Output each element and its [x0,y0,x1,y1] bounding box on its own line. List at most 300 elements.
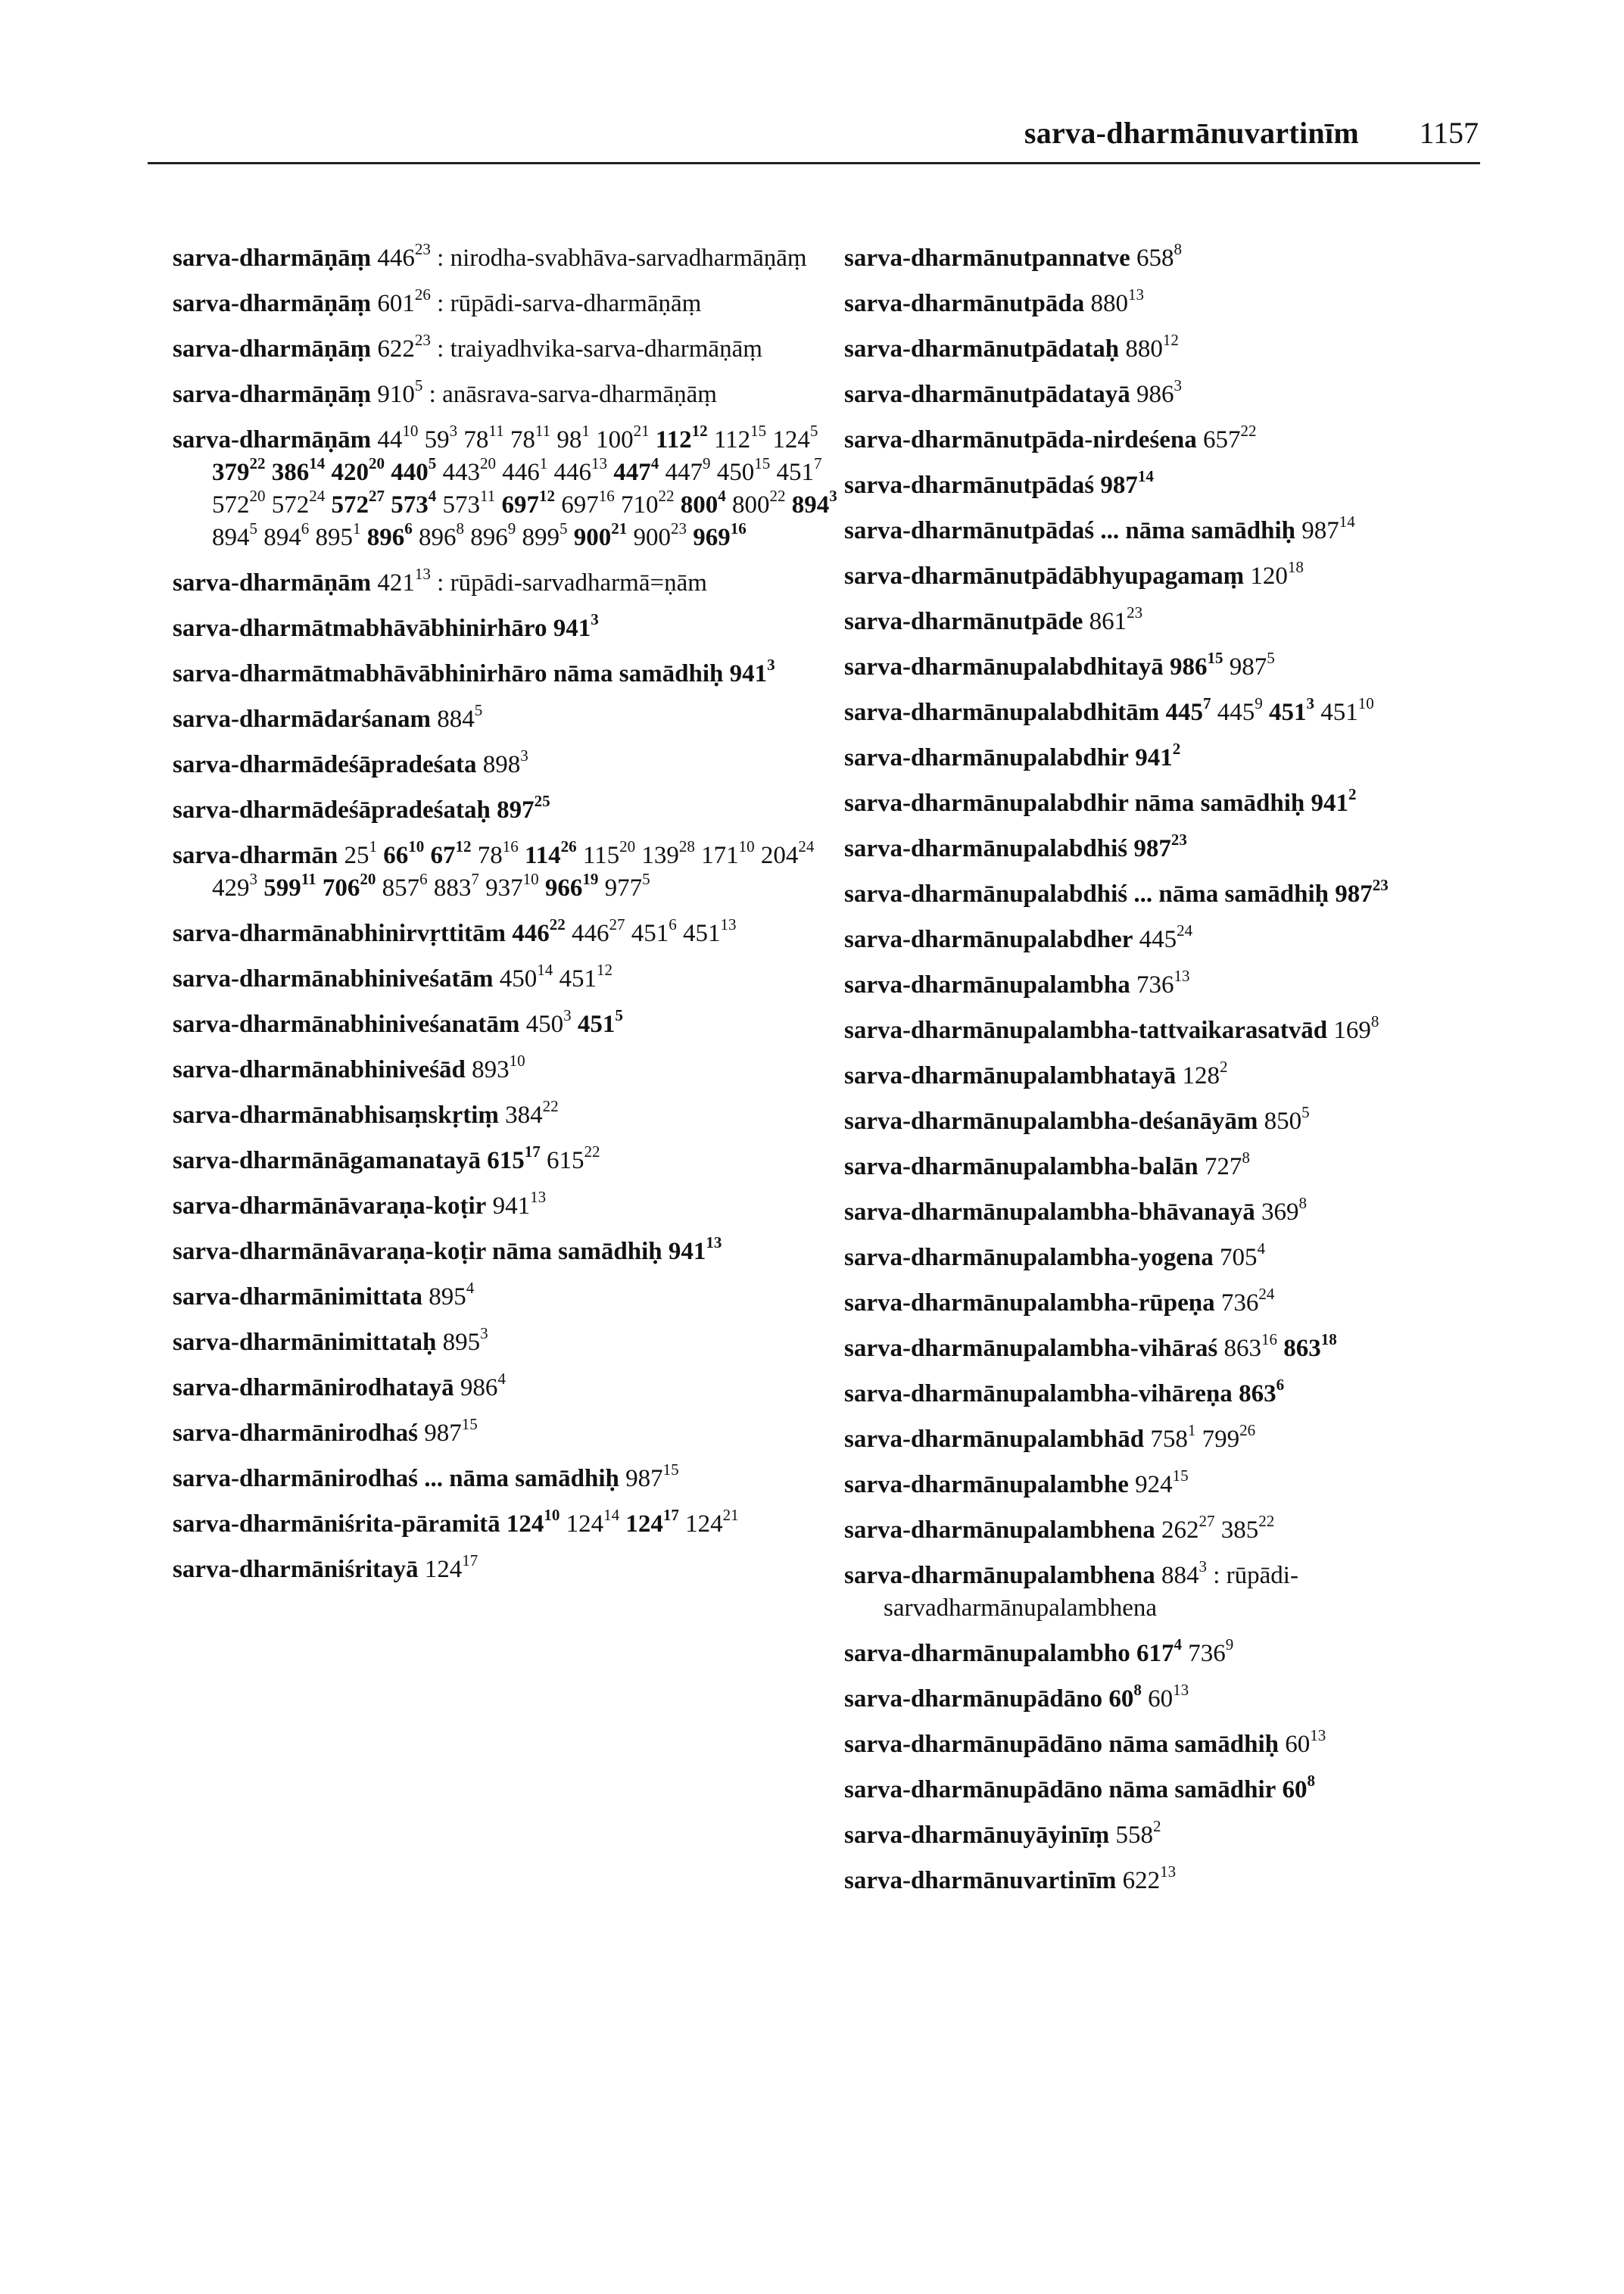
left-column [173,242,839,1599]
entry-headword: sarva-dharmādarśanam [173,706,432,733]
index-entry [844,1466,1510,1501]
line-superscript: 2 [1219,1058,1228,1076]
index-entry [844,833,1510,865]
index-entry [844,1862,1510,1897]
line-superscript: 4 [650,454,659,472]
page-reference: $893^{10}$ [472,1052,525,1083]
line-superscript: 10 [509,1052,525,1070]
page-reference: $78^{11}$ [463,422,504,454]
page-reference: $899^5$ [522,519,568,551]
line-superscript: 15 [1172,1466,1189,1485]
line-superscript: 14 [309,454,326,472]
entry-headword: sarva-dharmānupādāno [844,1685,1103,1713]
page-reference: $727^8$ [1204,1149,1250,1180]
index-entry [173,963,839,996]
page-reference: $977^5$ [604,870,650,902]
entry-headword: sarva-dharmānutpādatayā [844,381,1130,408]
line-superscript: 22 [1240,422,1257,440]
entry-headword: sarva-dharmānupalabdhitām [844,699,1160,726]
page-reference: $937^{10}$ [485,870,539,902]
page-reference: $883^7$ [433,870,479,902]
index-entry [173,1233,839,1268]
page-reference: $171^{10}$ [701,837,755,869]
line-superscript: 6 [669,915,677,933]
entry-headword: sarva-dharmānutpādābhyupagamaṃ [844,563,1245,590]
page-reference: $421^{13}$ [377,565,431,597]
line-superscript: 5 [474,701,483,719]
line-superscript: 3 [480,1324,488,1342]
entry-headword: sarva-dharmānāvaraṇa-koṭir [173,1192,487,1220]
page-reference: $895^1$ [315,519,361,551]
entry-headword: sarva-dharmānabhiniveśanatām [173,1011,520,1038]
line-superscript: 13 [1160,1862,1177,1881]
index-entry [844,742,1510,775]
page-reference: $857^6$ [382,870,428,902]
index-entry [173,612,839,645]
index-entry [844,242,1510,275]
entry-headword: sarva-dharmānabhisaṃskṛtiṃ [173,1102,499,1129]
line-superscript: 3 [1199,1557,1207,1576]
line-superscript: 21 [633,422,650,440]
index-entry [173,837,839,905]
page-reference: $124^{17}$ [625,1506,679,1538]
entry-headword: sarva-dharmātmabhāvābhinirhāro nāma samādhiḥ [173,660,724,687]
page-reference: $124^{17}$ [424,1551,478,1583]
line-superscript: 4 [718,487,726,505]
line-superscript: 15 [754,454,771,472]
page-reference: $451^{12}$ [559,961,613,993]
page-reference: $987^5$ [1229,649,1275,681]
page-reference: $758^1$ [1150,1421,1196,1453]
index-entry [173,1054,839,1086]
page-reference: $112^{12}$ [655,422,708,454]
page-reference: $124^{10}$ [506,1506,560,1538]
page-reference: $447^9$ [665,454,711,486]
entry-headword: sarva-dharmānabhiniveśād [173,1056,466,1083]
line-superscript: 3 [563,1006,572,1024]
line-superscript: 3 [520,746,528,765]
entry-headword: sarva-dharmānupalambhena [844,1562,1155,1589]
entry-headword: sarva-dharmānutpādataḥ [844,335,1120,363]
page-reference: $451^{13}$ [683,915,737,947]
entry-headword: sarva-dharmānabhinirvṛttitām [173,920,506,947]
line-superscript: 9 [703,454,711,472]
line-superscript: 20 [249,487,266,505]
line-superscript: 1 [581,422,590,440]
page-reference: $800^{22}$ [731,487,786,519]
page-reference: $451^3$ [1269,694,1315,726]
line-superscript: 24 [1258,1285,1275,1303]
page-reference: $572^{20}$ [212,487,266,519]
line-superscript: 12 [538,487,555,505]
line-superscript: 11 [488,422,504,440]
line-superscript: 11 [480,487,496,505]
line-superscript: 26 [1239,1421,1256,1439]
index-entry [173,1281,839,1314]
page-reference: $941^3$ [553,610,599,642]
line-superscript: 18 [1287,558,1304,576]
line-superscript: 8 [1370,1012,1379,1030]
line-superscript: 16 [730,519,747,538]
line-superscript: 3 [1306,694,1315,712]
line-superscript: 7 [471,870,479,888]
page-reference: $440^5$ [391,454,437,486]
line-superscript: 10 [522,870,539,888]
index-entry [844,560,1510,593]
entry-headword: sarva-dharmānupalambhena [844,1516,1155,1544]
entry-headword: sarva-dharmānupalambha-deśanāyām [844,1108,1258,1135]
page-reference: $124^{21}$ [685,1506,739,1538]
line-superscript: 1 [369,837,377,856]
index-entry [844,1635,1510,1670]
line-superscript: 24 [309,487,326,505]
entry-headword: sarva-dharmānutpādaś ... nāma samādhiḥ [844,517,1295,544]
line-superscript: 26 [414,285,431,304]
page-reference: $66^{10}$ [383,837,425,869]
page-reference: $657^{22}$ [1202,422,1257,454]
index-entry [173,1099,839,1132]
page-reference: $987^{23}$ [1133,831,1187,862]
index-entry [173,567,839,600]
line-superscript: 27 [369,487,385,505]
entry-headword: sarva-dharmānupalambha-rūpeṇa [844,1289,1215,1317]
index-entry [844,694,1510,729]
line-superscript: 22 [249,454,266,472]
page-reference: $987^{23}$ [1335,876,1389,908]
line-superscript: 3 [449,422,458,440]
line-superscript: 20 [360,870,376,888]
entry-headword: sarva-dharmānupalambha-vihāreṇa [844,1380,1233,1407]
running-header [148,114,1480,173]
index-entry [173,242,839,275]
page-reference: $204^{24}$ [760,837,815,869]
page-reference: $910^5$ [377,376,423,408]
line-superscript: 5 [642,870,650,888]
line-superscript: 2 [1152,1817,1161,1835]
entry-headword: sarva-dharmānupalambha-balān [844,1153,1199,1180]
page-reference: $169^8$ [1333,1012,1379,1044]
line-superscript: 10 [408,837,425,856]
page-reference: $941^{13}$ [668,1233,722,1265]
line-superscript: 11 [535,422,551,440]
entry-headword: sarva-dharmāṇāṃ [173,290,372,317]
line-superscript: 3 [829,487,837,505]
entry-headword: sarva-dharmānutpādaś [844,472,1095,499]
page-reference: $736^{24}$ [1220,1285,1275,1317]
page-reference: $986^3$ [1136,376,1182,408]
entry-headword: sarva-dharmānupalambha-vihāraś [844,1335,1218,1362]
page-reference: $966^{19}$ [544,870,599,902]
page-reference: $112^{15}$ [713,422,767,454]
page-reference: $443^{20}$ [442,454,496,486]
index-entry [844,1012,1510,1047]
entry-headword: sarva-dharmādeśāpradeśata [173,751,477,778]
line-superscript: 9 [1255,694,1263,712]
line-superscript: 13 [1174,967,1190,985]
entry-headword: sarva-dharmāṇām [173,569,372,597]
page-reference: $139^{28}$ [641,837,695,869]
line-superscript: 4 [428,487,437,505]
entry-headword: sarva-dharmānupalambha-bhāvanayā [844,1198,1255,1226]
line-superscript: 8 [456,519,464,538]
entry-headword: sarva-dharmānutpāda [844,290,1085,317]
line-superscript: 28 [678,837,695,856]
line-superscript: 17 [462,1551,478,1569]
page-reference: $450^{15}$ [716,454,771,486]
page-reference: $736^9$ [1188,1635,1234,1667]
page-reference: $987^{15}$ [625,1460,679,1492]
page-reference: $896^6$ [366,519,413,551]
line-superscript: 23 [414,240,431,258]
page-reference: $572^{27}$ [331,487,385,519]
entry-headword: sarva-dharmānupalambho [844,1640,1130,1667]
entry-headword: sarva-dharmāṇām [173,426,372,454]
page-reference: $969^{16}$ [693,519,747,551]
line-superscript: 11 [301,870,316,888]
index-entry [844,1774,1510,1806]
page-reference: $941^2$ [1135,740,1181,771]
line-superscript: 3 [1174,376,1182,394]
line-superscript: 14 [603,1506,620,1524]
index-entry [844,1378,1510,1410]
line-superscript: 8 [1307,1772,1316,1790]
page-reference: $450^3$ [525,1006,572,1038]
index-entry [173,746,839,781]
entry-headword: sarva-dharmātmabhāvābhinirhāro [173,615,547,642]
page-reference: $446^{23}$ [377,240,431,272]
line-superscript: 15 [662,1460,679,1479]
page-reference: $114^{26}$ [524,837,577,869]
line-superscript: 7 [1203,694,1211,712]
entry-headword: sarva-dharmāniśrita-pāramitā [173,1510,500,1538]
line-superscript: 13 [720,915,737,933]
line-superscript: 3 [249,870,257,888]
index-entry [173,1551,839,1586]
page-reference: $900^{21}$ [573,519,628,551]
entry-headword: sarva-dharmāṇāṃ [173,245,372,272]
page-reference: $98^1$ [556,422,590,454]
index-entry [173,658,839,690]
line-superscript: 22 [658,487,675,505]
line-superscript: 8 [1298,1194,1308,1212]
page-reference: $445^{24}$ [1139,921,1193,953]
entry-headword: sarva-dharmāniśritayā [173,1556,419,1583]
line-superscript: 4 [466,1279,475,1297]
entry-headword: sarva-dharmānutpāda-nirdeśena [844,426,1197,454]
page-reference: $880^{12}$ [1125,331,1179,363]
line-superscript: 3 [591,610,599,628]
page-reference: $941^3$ [729,656,775,687]
page-reference: $850^5$ [1264,1103,1310,1135]
index-entry [173,1142,839,1177]
line-superscript: 8 [1242,1149,1250,1167]
page-reference: $369^8$ [1261,1194,1308,1226]
line-superscript: 26 [560,837,577,856]
page-reference: $895^4$ [429,1279,475,1311]
entry-headword: sarva-dharmānirodhatayā [173,1374,454,1401]
page-reference: $898^3$ [482,746,528,778]
page-reference: $447^4$ [613,454,659,486]
index-entry [844,969,1510,1002]
line-superscript: 10 [402,422,419,440]
line-superscript: 20 [480,454,496,472]
page-reference: $986^4$ [460,1370,506,1401]
page-reference: $573^{11}$ [442,487,496,519]
page-reference: $894^6$ [263,519,310,551]
index-entry [844,1287,1510,1320]
page-reference: $880^{13}$ [1090,285,1144,317]
line-superscript: 12 [691,422,708,440]
page-reference: $697^{12}$ [501,487,555,519]
line-superscript: 5 [615,1006,623,1024]
page-number: 1157 [1419,116,1479,150]
entry-headword: sarva-dharmānupalabdhir [844,744,1129,771]
page-reference: $60^{13}$ [1285,1726,1326,1758]
entry-headword: sarva-dharmādeśāpradeśataḥ [173,796,491,824]
entry-headword: sarva-dharmānupalambha [844,971,1130,999]
index-entry [173,1008,839,1041]
index-entry [173,424,839,554]
page-reference: $446^{13}$ [553,454,607,486]
line-superscript: 5 [249,519,257,538]
line-superscript: 13 [1127,285,1144,304]
line-superscript: 5 [809,422,818,440]
entry-headword: sarva-dharmān [173,842,338,869]
page-reference: $900^{23}$ [633,519,687,551]
page-reference: $128^2$ [1182,1058,1228,1089]
page-reference: $986^{15}$ [1170,649,1223,681]
page-reference: $450^{14}$ [499,961,553,993]
line-superscript: 15 [1207,649,1223,667]
line-superscript: 27 [609,915,625,933]
line-superscript: 20 [369,454,385,472]
page-reference: $622^{13}$ [1122,1862,1177,1894]
index-entry [844,469,1510,502]
line-superscript: 17 [524,1142,541,1161]
page-reference: $601^{26}$ [377,285,431,317]
page-reference: $894^5$ [212,519,257,551]
page-reference: $446^{22}$ [512,915,566,947]
line-superscript: 25 [534,792,550,810]
entry-headword: sarva-dharmānirodhaś ... nāma samādhiḥ [173,1465,619,1492]
page-reference: $386^{14}$ [271,454,326,486]
entry-gloss: : rūpādi-sarvadharmānupalambhena [884,1562,1298,1622]
index-entry [844,1105,1510,1138]
page-reference: $897^{25}$ [497,792,550,824]
page-reference: $420^{20}$ [331,454,385,486]
line-superscript: 3 [767,656,775,674]
entry-headword: sarva-dharmānimittata [173,1283,422,1311]
page-reference: $120^{18}$ [1250,558,1304,590]
index-entry [844,1819,1510,1852]
index-entry [844,603,1510,638]
index-entry [844,376,1510,411]
entry-headword: sarva-dharmānuvartinīm [844,1867,1117,1894]
page-reference: $60^8$ [1282,1772,1316,1803]
running-title: sarva-dharmānuvartinīm [1024,116,1359,150]
entry-headword: sarva-dharmānāvaraṇa-koṭir nāma samādhiḥ [173,1238,662,1265]
page-reference: $59^3$ [424,422,458,454]
line-superscript: 17 [662,1506,679,1524]
entry-headword: sarva-dharmānupalambhatayā [844,1062,1177,1089]
page-reference: $987^{15}$ [424,1415,478,1447]
page-reference: $446^1$ [502,454,548,486]
entry-headword: sarva-dharmāṇāṃ [173,335,372,363]
index-entry [844,878,1510,911]
line-superscript: 19 [582,870,599,888]
line-superscript: 16 [598,487,615,505]
page-reference: $451^5$ [577,1006,623,1038]
index-entry [844,1332,1510,1365]
entry-headword: sarva-dharmānupalabdhiś ... nāma samādhiḥ [844,881,1329,908]
page-reference: $384^{22}$ [505,1097,559,1129]
index-entry [173,915,839,950]
page-reference: $573^4$ [391,487,437,519]
line-superscript: 13 [1310,1726,1326,1744]
line-superscript: 14 [537,961,553,979]
entry-gloss: : anāsrava-sarva-dharmāṇāṃ [429,381,717,408]
line-superscript: 23 [414,331,431,349]
line-superscript: 22 [584,1142,600,1161]
page-reference: $379^{22}$ [212,454,266,486]
page-reference: $115^{20}$ [582,837,636,869]
line-superscript: 10 [1357,694,1374,712]
entry-headword: sarva-dharmānupādāno nāma samādhir [844,1776,1276,1803]
line-superscript: 8 [1133,1681,1142,1699]
line-superscript: 10 [544,1506,560,1524]
index-entry [844,1239,1510,1274]
line-superscript: 9 [507,519,516,538]
line-superscript: 5 [1301,1103,1310,1121]
line-superscript: 22 [542,1097,559,1115]
line-superscript: 9 [1225,1635,1234,1653]
index-entry [173,333,839,366]
index-entry [173,1326,839,1359]
line-superscript: 22 [769,487,786,505]
page-reference: $895^3$ [442,1324,488,1356]
page-reference: $78^{11}$ [510,422,551,454]
index-entry [844,1151,1510,1183]
page-reference: $884^3$ [1161,1557,1207,1589]
page-reference: $800^4$ [680,487,726,519]
page-reference: $987^{14}$ [1100,467,1154,499]
line-superscript: 23 [1372,876,1389,894]
page-reference: $44^{10}$ [377,422,419,454]
page-reference: $622^{23}$ [377,331,431,363]
line-superscript: 4 [1174,1635,1182,1653]
page-reference: $124^5$ [772,422,818,454]
line-superscript: 13 [414,565,431,583]
entry-headword: sarva-dharmānupalabdher [844,926,1133,953]
line-superscript: 27 [1199,1512,1215,1530]
right-column [844,242,1510,1910]
index-entry [173,376,839,411]
index-entry [173,1372,839,1404]
line-superscript: 5 [414,376,423,394]
page-reference: $863^{16}$ [1223,1330,1277,1362]
line-superscript: 10 [738,837,755,856]
line-superscript: 12 [455,837,472,856]
line-superscript: 13 [591,454,607,472]
page-reference: $863^{18}$ [1283,1330,1337,1362]
entry-headword: sarva-dharmānāgamanatayā [173,1147,482,1174]
page-reference: $706^{20}$ [322,870,376,902]
line-superscript: 22 [549,915,566,933]
line-superscript: 21 [722,1506,739,1524]
index-entry [844,1683,1510,1716]
entry-gloss: : rūpādi-sarvadharmā=ṇām [437,569,707,597]
header-rule [148,162,1480,164]
